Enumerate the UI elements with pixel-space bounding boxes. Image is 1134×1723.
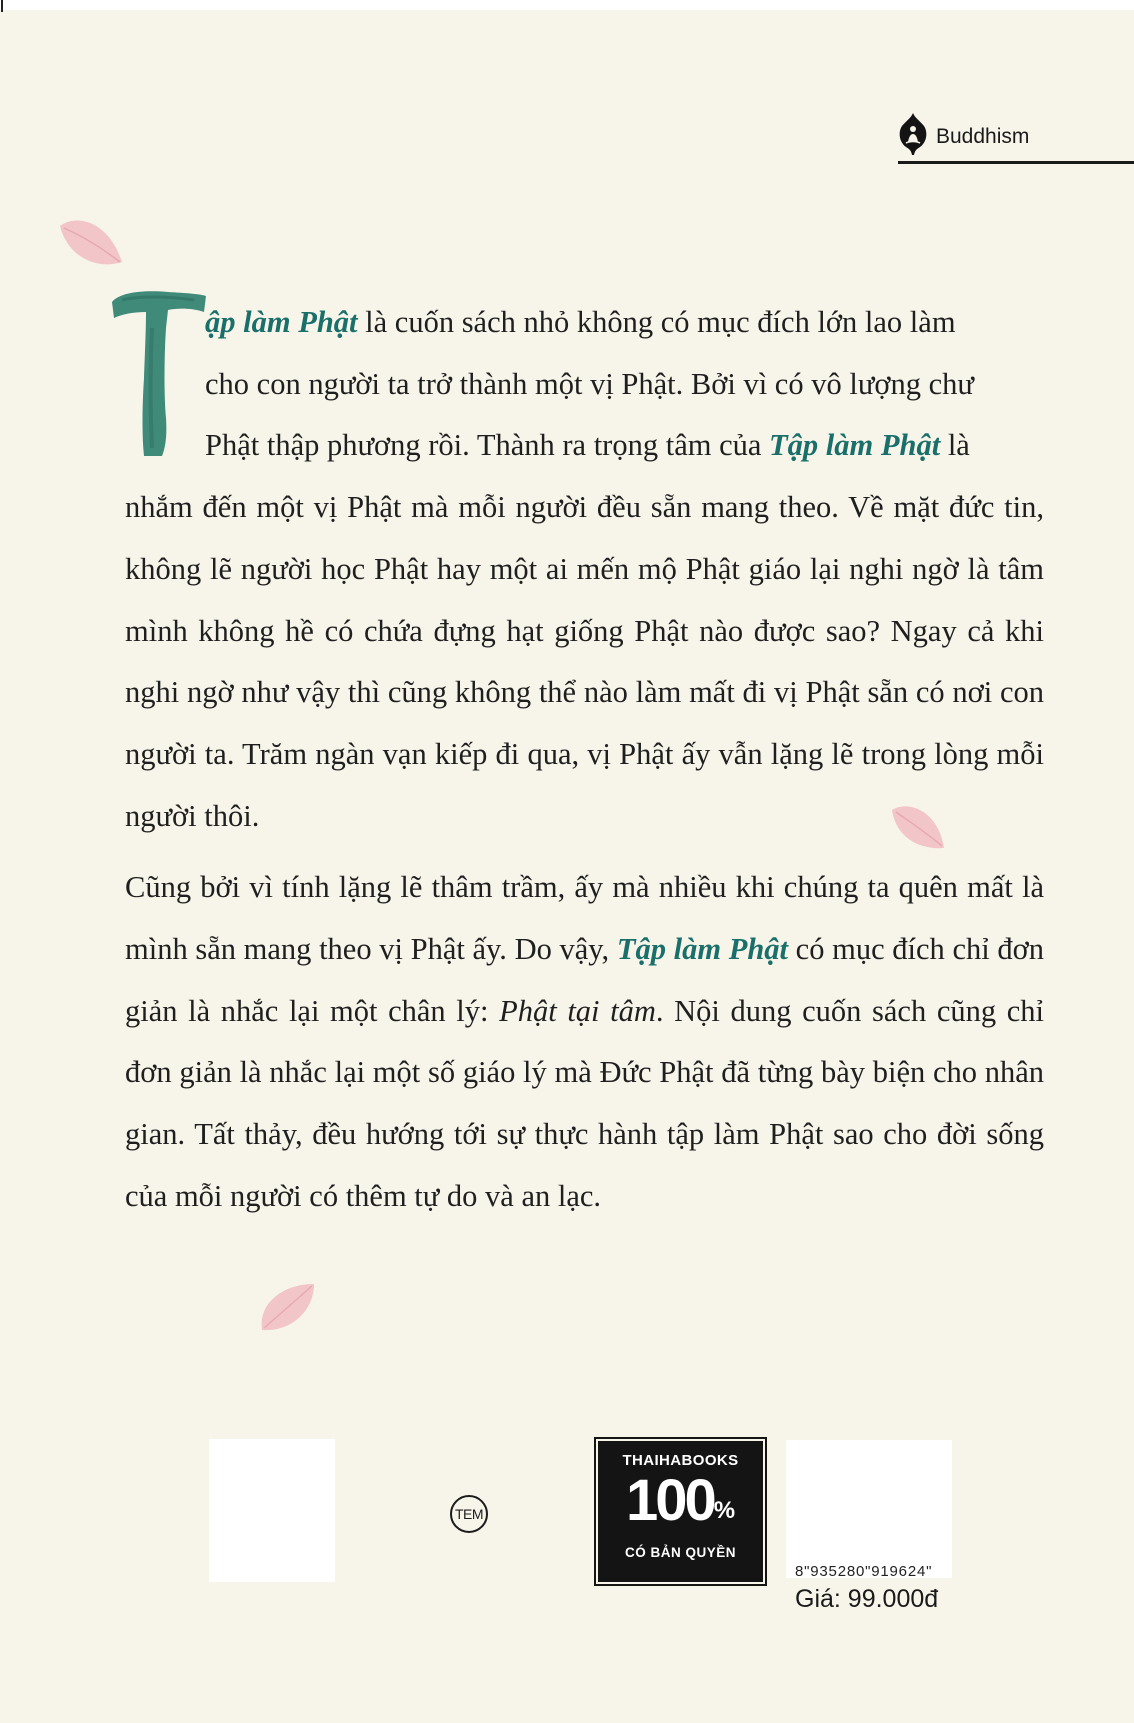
intro-line3-after: là xyxy=(940,428,970,463)
badge-percent: % xyxy=(713,1497,736,1524)
badge-brand: THAIHABOOKS xyxy=(622,1452,739,1469)
intro-line3-before: Phật thập phương rồi. Thành ra trọng tâm của xyxy=(205,428,770,463)
copyright-badge xyxy=(598,1441,763,1582)
petal-decoration-bottom xyxy=(256,1280,318,1334)
intro-line-2: cho con người ta trở thành một vị Phật. Bởi vì có vô lượng chư xyxy=(205,366,974,401)
price-label: Giá: 99.000đ xyxy=(795,1585,939,1613)
badge-number xyxy=(601,1468,760,1541)
badge-number-value: 100 xyxy=(625,1468,714,1533)
brand-mark xyxy=(898,112,1029,156)
bodhi-leaf-icon xyxy=(898,112,928,156)
paragraph-second xyxy=(125,857,1044,1227)
italic-phrase: Phật tại tâm xyxy=(499,993,656,1028)
second-part2: có mục đích chỉ đơn giản là nhắc lại một chân lý: xyxy=(125,932,1044,1028)
body-text xyxy=(125,292,1044,1228)
edge-tick xyxy=(1,0,3,12)
barcode-area xyxy=(786,1440,952,1578)
intro-line-3 xyxy=(125,415,1044,477)
brand-label: Buddhism xyxy=(936,125,1030,148)
blank-label-area xyxy=(209,1439,335,1582)
second-part1: Cũng bởi vì tính lặng lẽ thâm trầm, ấy mà nhiều khi chúng ta quên mất là mình sẵn mang theo vị Phật ấy. Do vậy, xyxy=(125,870,1044,967)
petal-decoration-top xyxy=(56,212,128,272)
badge-subtitle: CÓ BẢN QUYỀN xyxy=(624,1545,736,1560)
dropcap-text: T xyxy=(108,288,109,289)
second-part3: . Nội dung cuốn sách cũng chỉ đơn giản là nhắc lại một số giáo lý mà Đức Phật đã từng bày biện cho nhân gian. Tất thảy, đều hướng tới sự thực hành tập làm Phật sao cho đời sống của mỗi người có thêm tự do và an lạc. xyxy=(125,993,1044,1213)
book-title-inline: ập làm Phật xyxy=(205,305,358,339)
tem-stamp: TEM xyxy=(450,1495,488,1533)
intro-line-1 xyxy=(125,292,956,354)
barcode-digits: 8"935280"919624" xyxy=(795,1563,933,1580)
intro-line1-text: là cuốn sách nhỏ không có mục đích lớn lao làm xyxy=(357,305,956,339)
brand-underline xyxy=(898,161,1134,164)
book-title-inline-3: Tập làm Phật xyxy=(616,932,789,967)
top-edge xyxy=(0,0,1134,10)
intro-rest: nhắm đến một vị Phật mà mỗi người đều sẵn mang theo. Về mặt đức tin, không lẽ người học Phật hay một ai mến mộ Phật giáo lại nghi ngờ là tâm mình không hề có chứa đựng hạt giống Phật nào được sao? Ngay cả khi nghi ngờ như vậy thì cũng không thể nào làm mất đi vị Phật sẵn có nơi con người ta. Trăm ngàn vạn kiếp đi qua, vị Phật ấy vẫn lặng lẽ trong lòng mỗi người thôi. xyxy=(125,490,1044,833)
paragraph-intro xyxy=(125,292,1044,847)
book-title-inline-2: Tập làm Phật xyxy=(769,428,941,463)
